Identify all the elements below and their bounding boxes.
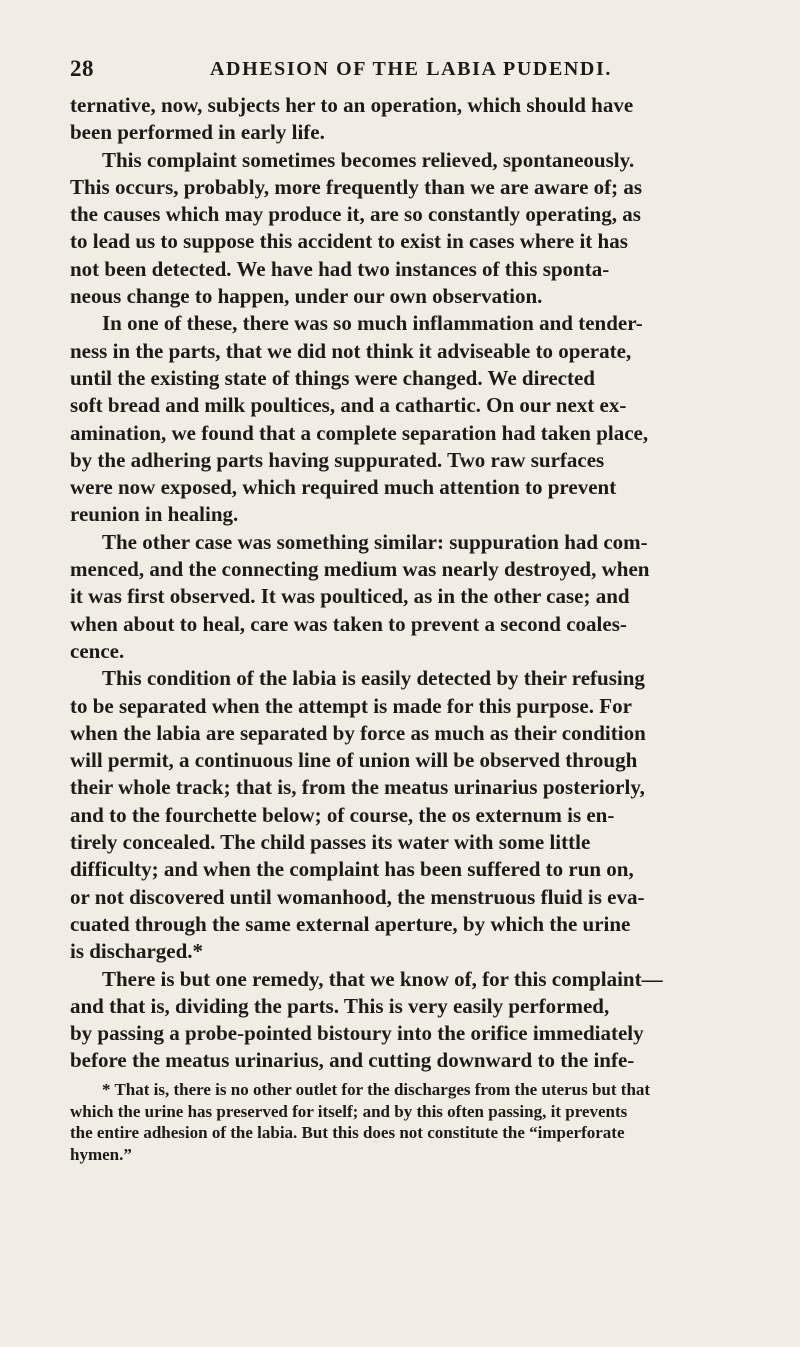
body-text-line: menced, and the connecting medium was nearly destroyed, when [70,557,650,582]
body-text-line: In one of these, there was so much inflammation and tender- [102,311,643,336]
body-text-line: and to the fourchette below; of course, the os externum is en- [70,802,615,827]
body-text-line: the causes which may produce it, are so constantly operating, as [70,202,641,227]
body-text-line: to lead us to suppose this accident to exist in cases where it has [70,229,628,254]
body-text-line: is discharged.* [70,939,204,964]
footnote [70,1079,770,1165]
body-text-line: The other case was something similar: suppuration had com- [102,529,648,554]
body-text-line: cuated through the same external aperture, by which the urine [70,911,631,936]
footnote-line: hymen.” [70,1144,132,1164]
running-head: ADHESION OF THE LABIA PUDENDI. [210,58,612,80]
body-text [70,92,770,1075]
body-text-line: will permit, a continuous line of union will be observed through [70,748,638,773]
body-text-line: been performed in early life. [70,120,325,145]
footnote-line: which the urine has preserved for itself; and by this often passing, it prevents [70,1101,628,1121]
body-text-line: This occurs, probably, more frequently than we are aware of; as [70,174,643,199]
body-text-line: There is but one remedy, that we know of, for this complaint— [102,966,663,991]
body-text-line: ness in the parts, that we did not think it adviseable to operate, [70,338,632,363]
body-text-line: by the adhering parts having suppurated. Two raw surfaces [70,447,605,472]
body-text-line: were now exposed, which required much attention to prevent [70,475,617,500]
body-text-line: and that is, dividing the parts. This is very easily performed, [70,993,610,1018]
body-text-line: amination, we found that a complete separation had taken place, [70,420,649,445]
body-text-line: This complaint sometimes becomes relieved, spontaneously. [102,147,635,172]
body-text-line: difficulty; and when the complaint has been suffered to run on, [70,857,634,882]
body-text-line: This condition of the labia is easily detected by their refusing [102,666,645,691]
body-text-line: until the existing state of things were changed. We directed [70,365,595,390]
body-text-line: their whole track; that is, from the meatus urinarius posteriorly, [70,775,645,800]
body-text-line: it was first observed. It was poulticed, as in the other case; and [70,584,630,609]
body-text-line: cence. [70,638,125,663]
body-text-line: tirely concealed. The child passes its water with some little [70,830,591,855]
footnote-line: the entire adhesion of the labia. But this does not constitute the “imperforate [70,1123,625,1142]
body-text-line: by passing a probe-pointed bistoury into the orifice immediately [70,1021,644,1046]
body-text-line: neous change to happen, under our own observation. [70,284,543,309]
body-text-line: when the labia are separated by force as much as their condition [70,720,646,745]
body-text-line: when about to heal, care was taken to prevent a second coales- [70,611,627,636]
body-text-line: soft bread and milk poultices, and a cathartic. On our next ex- [70,393,627,418]
body-text-line: or not discovered until womanhood, the menstruous fluid is eva- [70,884,645,909]
body-text-line: reunion in healing. [70,502,239,527]
body-text-line: to be separated when the attempt is made for this purpose. For [70,693,632,718]
body-text-line: ternative, now, subjects her to an operation, which should have [70,93,634,117]
footnote-line: * That is, there is no other outlet for the discharges from the uterus but that [102,1080,651,1099]
body-text-line: not been detected. We have had two instances of this sponta- [70,256,610,281]
page-number: 28 [70,56,94,81]
page-header [70,56,750,90]
body-text-line: before the meatus urinarius, and cutting downward to the infe- [70,1048,635,1073]
